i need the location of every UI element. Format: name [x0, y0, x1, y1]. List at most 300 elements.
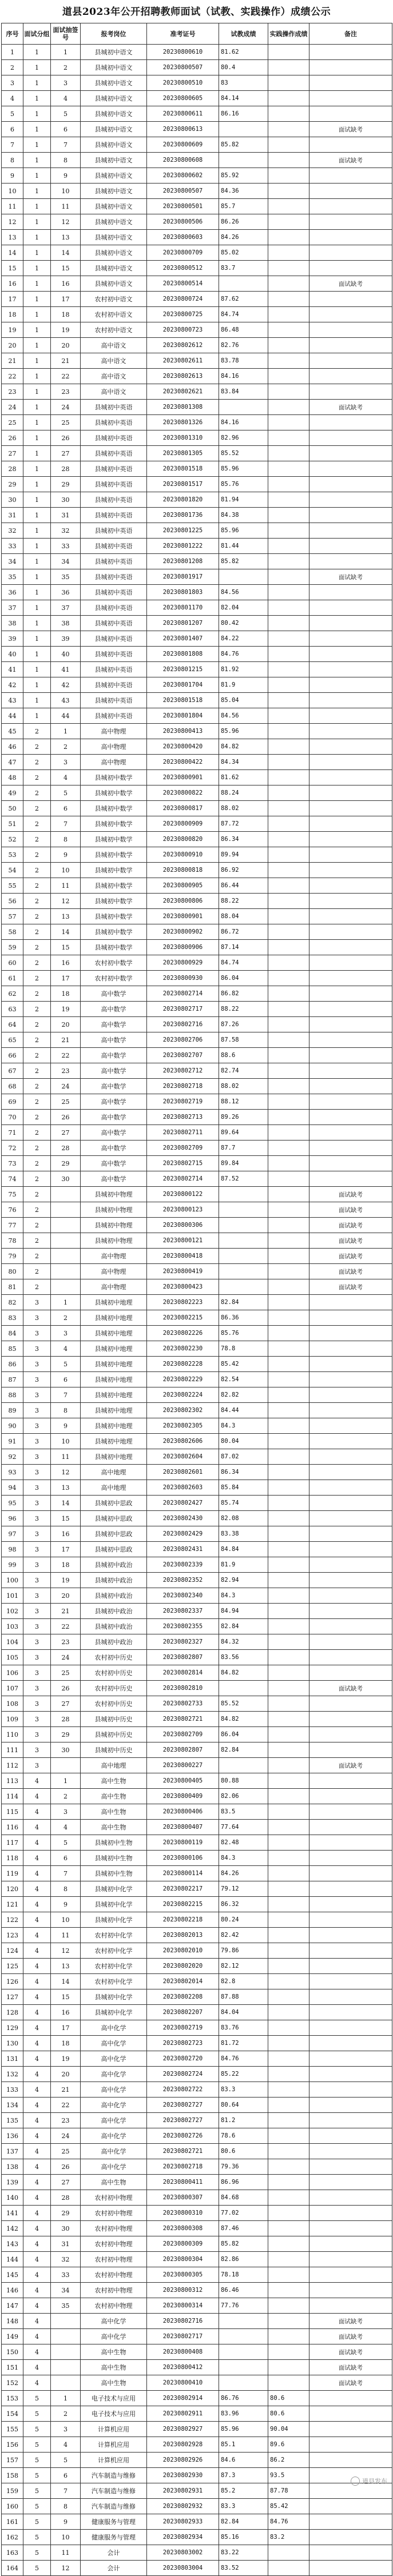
table-header-row: [2, 23, 392, 45]
cell-remark: [309, 1634, 392, 1650]
table-row: [2, 322, 392, 338]
cell-practice-score: [268, 2298, 309, 2314]
cell-ticket: 20230801310: [147, 430, 219, 446]
cell-seq: 96: [2, 1511, 23, 1526]
cell-draw: [51, 2344, 81, 2360]
cell-practice-score: [268, 2329, 309, 2344]
cell-seq: 94: [2, 1480, 23, 1496]
cell-teach-score: [219, 1681, 268, 1696]
cell-group: 5: [23, 2561, 51, 2576]
table-row: [2, 878, 392, 894]
cell-teach-score: 82.04: [219, 600, 268, 616]
cell-practice-score: [268, 2051, 309, 2067]
cell-position: 县城初中地理: [81, 1341, 147, 1357]
cell-ticket: 20230802327: [147, 1634, 219, 1650]
cell-practice-score: [268, 1634, 309, 1650]
cell-teach-score: 82.48: [219, 1835, 268, 1851]
cell-group: 1: [23, 492, 51, 508]
cell-draw: 12: [51, 1465, 81, 1480]
cell-ticket: 20230802719: [147, 1094, 219, 1110]
cell-seq: 106: [2, 1665, 23, 1681]
cell-ticket: 20230802013: [147, 1928, 219, 1943]
cell-position: 县城初中地理: [81, 1326, 147, 1341]
cell-draw: 10: [51, 863, 81, 878]
cell-position: 县城初中语文: [81, 45, 147, 60]
cell-position: 县城初中英语: [81, 508, 147, 523]
cell-teach-score: 81.62: [219, 770, 268, 785]
cell-remark: [309, 1403, 392, 1418]
table-row: [2, 1156, 392, 1171]
cell-position: 县城初中数学: [81, 878, 147, 894]
cell-draw: [51, 2375, 81, 2391]
cell-practice-score: [268, 1387, 309, 1403]
cell-practice-score: [268, 137, 309, 153]
table-row: [2, 894, 392, 909]
results-table: [1, 23, 392, 2576]
cell-group: 4: [23, 2221, 51, 2236]
table-row: [2, 2375, 392, 2391]
cell-position: 县城初中生物: [81, 1835, 147, 1851]
cell-position: 农村初中历史: [81, 1665, 147, 1681]
cell-ticket: 20230800410: [147, 2375, 219, 2391]
cell-teach-score: 77.64: [219, 1820, 268, 1835]
cell-practice-score: [268, 616, 309, 631]
cell-remark: [309, 1496, 392, 1511]
cell-group: 1: [23, 261, 51, 276]
cell-remark: 面试缺考: [309, 1264, 392, 1279]
cell-draw: 20: [51, 338, 81, 353]
cell-practice-score: [268, 2375, 309, 2391]
cell-seq: 23: [2, 384, 23, 400]
cell-teach-score: 82.82: [219, 1387, 268, 1403]
table-row: [2, 1943, 392, 1959]
cell-seq: 121: [2, 1897, 23, 1912]
table-row: [2, 2067, 392, 2082]
cell-teach-score: 84.26: [219, 1866, 268, 1881]
cell-group: 4: [23, 1989, 51, 2005]
cell-practice-score: [268, 2113, 309, 2128]
cell-ticket: 20230802726: [147, 2128, 219, 2144]
cell-position: 农村初中物理: [81, 2283, 147, 2298]
cell-draw: 12: [51, 1943, 81, 1959]
cell-practice-score: [268, 1310, 309, 1326]
cell-seq: 142: [2, 2221, 23, 2236]
cell-ticket: 20230802714: [147, 1171, 219, 1187]
cell-ticket: 20230800609: [147, 137, 219, 153]
cell-practice-score: [268, 2067, 309, 2082]
cell-practice-score: [268, 230, 309, 245]
cell-position: 县城初中英语: [81, 492, 147, 508]
cell-ticket: 20230802014: [147, 1974, 219, 1989]
cell-seq: 119: [2, 1866, 23, 1881]
cell-teach-score: 85.96: [219, 523, 268, 539]
cell-teach-score: 83.78: [219, 353, 268, 369]
cell-position: 高中数学: [81, 1094, 147, 1110]
cell-teach-score: [219, 1202, 268, 1218]
cell-draw: 6: [51, 2468, 81, 2483]
cell-remark: [309, 1326, 392, 1341]
cell-ticket: 20230802814: [147, 1665, 219, 1681]
cell-practice-score: [268, 1866, 309, 1881]
cell-draw: 27: [51, 1125, 81, 1141]
cell-group: 3: [23, 1588, 51, 1604]
cell-position: 县城初中地理: [81, 1295, 147, 1310]
cell-position: 县城初中英语: [81, 631, 147, 647]
cell-group: 1: [23, 292, 51, 307]
cell-practice-score: [268, 1526, 309, 1542]
table-row: [2, 2298, 392, 2314]
cell-draw: 14: [51, 245, 81, 261]
cell-practice-score: [268, 1773, 309, 1789]
cell-group: 1: [23, 647, 51, 662]
cell-seq: 155: [2, 2422, 23, 2437]
cell-group: 1: [23, 168, 51, 184]
cell-ticket: 20230801808: [147, 647, 219, 662]
cell-practice-score: [268, 2545, 309, 2561]
cell-ticket: 20230800408: [147, 2344, 219, 2360]
cell-draw: 34: [51, 554, 81, 569]
table-row: [2, 45, 392, 60]
cell-practice-score: [268, 1187, 309, 1202]
cell-seq: 78: [2, 1233, 23, 1249]
cell-position: 县城初中化学: [81, 1897, 147, 1912]
table-row: [2, 940, 392, 955]
cell-practice-score: [268, 955, 309, 971]
cell-group: 1: [23, 693, 51, 708]
cell-practice-score: [268, 461, 309, 477]
cell-position: 县城初中政治: [81, 1573, 147, 1588]
cell-draw: 5: [51, 106, 81, 122]
cell-draw: 1: [51, 2391, 81, 2406]
cell-remark: [309, 2499, 392, 2514]
cell-teach-score: 84.76: [219, 2051, 268, 2067]
cell-seq: 105: [2, 1650, 23, 1665]
cell-position: 县城初中物理: [81, 1218, 147, 1233]
cell-draw: 8: [51, 832, 81, 847]
table-row: [2, 2036, 392, 2051]
cell-position: 县城初中英语: [81, 539, 147, 554]
cell-group: 1: [23, 662, 51, 677]
cell-teach-score: 86.48: [219, 322, 268, 338]
cell-seq: 63: [2, 1002, 23, 1017]
cell-practice-score: [268, 909, 309, 924]
table-row: [2, 1002, 392, 1017]
cell-group: 3: [23, 1604, 51, 1619]
table-row: [2, 168, 392, 184]
cell-ticket: 20230802230: [147, 1341, 219, 1357]
cell-seq: 152: [2, 2375, 23, 2391]
cell-draw: 22: [51, 369, 81, 384]
cell-remark: [309, 1017, 392, 1032]
cell-practice-score: [268, 60, 309, 75]
cell-remark: [309, 1387, 392, 1403]
cell-ticket: 20230802715: [147, 1156, 219, 1171]
cell-ticket: 20230802020: [147, 1959, 219, 1974]
cell-remark: [309, 1357, 392, 1372]
cell-group: 4: [23, 1943, 51, 1959]
cell-remark: [309, 1079, 392, 1094]
cell-teach-score: 81.44: [219, 539, 268, 554]
cell-draw: 11: [51, 1449, 81, 1465]
cell-draw: 26: [51, 1110, 81, 1125]
cell-teach-score: 89.64: [219, 1125, 268, 1141]
table-row: [2, 1712, 392, 1727]
cell-practice-score: [268, 1758, 309, 1773]
cell-ticket: 20230802718: [147, 1079, 219, 1094]
cell-remark: [309, 168, 392, 184]
cell-draw: 20: [51, 1588, 81, 1604]
cell-practice-score: [268, 1079, 309, 1094]
cell-remark: [309, 832, 392, 847]
cell-teach-score: 81.9: [219, 1557, 268, 1573]
cell-remark: [309, 878, 392, 894]
cell-teach-score: 84.14: [219, 91, 268, 106]
cell-seq: 25: [2, 415, 23, 430]
cell-seq: 84: [2, 1326, 23, 1341]
cell-remark: [309, 1573, 392, 1588]
cell-teach-score: 86.34: [219, 1465, 268, 1480]
cell-ticket: 20230800423: [147, 1279, 219, 1295]
cell-group: 2: [23, 986, 51, 1002]
cell-group: 1: [23, 122, 51, 137]
cell-group: 1: [23, 230, 51, 245]
cell-ticket: 20230802717: [147, 1002, 219, 1017]
cell-draw: 2: [51, 2406, 81, 2422]
cell-group: 4: [23, 1789, 51, 1804]
table-row: [2, 1125, 392, 1141]
cell-teach-score: 87.02: [219, 1449, 268, 1465]
cell-position: 县城初中化学: [81, 1881, 147, 1897]
cell-teach-score: 78.18: [219, 2267, 268, 2283]
cell-teach-score: 85.16: [219, 2530, 268, 2545]
cell-draw: 19: [51, 1002, 81, 1017]
cell-ticket: 20230802305: [147, 1418, 219, 1434]
cell-remark: [309, 2422, 392, 2437]
cell-practice-score: [268, 554, 309, 569]
cell-remark: [309, 2206, 392, 2221]
cell-position: 县城初中语文: [81, 230, 147, 245]
table-row: [2, 1341, 392, 1357]
cell-teach-score: 85.2: [219, 2483, 268, 2499]
cell-remark: 面试缺考: [309, 1681, 392, 1696]
cell-seq: 101: [2, 1588, 23, 1604]
cell-remark: [309, 662, 392, 677]
cell-draw: 10: [51, 184, 81, 199]
cell-seq: 124: [2, 1943, 23, 1959]
table-row: [2, 1573, 392, 1588]
cell-draw: 5: [51, 1835, 81, 1851]
cell-group: 4: [23, 2175, 51, 2190]
table-row: [2, 1912, 392, 1928]
cell-seq: 71: [2, 1125, 23, 1141]
cell-position: 电子技术与应用: [81, 2391, 147, 2406]
cell-draw: [51, 1279, 81, 1295]
cell-ticket: 20230800905: [147, 878, 219, 894]
cell-group: 2: [23, 816, 51, 832]
cell-teach-score: 82.08: [219, 1511, 268, 1526]
cell-group: 3: [23, 1326, 51, 1341]
table-row: [2, 539, 392, 554]
cell-practice-score: [268, 2252, 309, 2267]
cell-position: 县城初中英语: [81, 400, 147, 415]
cell-ticket: 20230801736: [147, 508, 219, 523]
cell-teach-score: 84.84: [219, 1542, 268, 1557]
table-row: [2, 1372, 392, 1387]
cell-ticket: 20230802606: [147, 1434, 219, 1449]
cell-group: 3: [23, 1372, 51, 1387]
cell-position: 高中地理: [81, 1465, 147, 1480]
table-row: [2, 1264, 392, 1279]
cell-group: 4: [23, 2067, 51, 2082]
cell-remark: [309, 1434, 392, 1449]
cell-group: 3: [23, 1681, 51, 1696]
cell-ticket: 20230801326: [147, 415, 219, 430]
cell-remark: [309, 631, 392, 647]
cell-position: 计算机应用: [81, 2453, 147, 2468]
cell-seq: 57: [2, 909, 23, 924]
cell-teach-score: 85.96: [219, 2422, 268, 2437]
cell-seq: 146: [2, 2283, 23, 2298]
cell-ticket: 20230800412: [147, 2360, 219, 2375]
cell-teach-score: [219, 276, 268, 292]
cell-seq: 153: [2, 2391, 23, 2406]
cell-position: 农村初中物理: [81, 2206, 147, 2221]
cell-position: 高中化学: [81, 2113, 147, 2128]
cell-seq: 116: [2, 1820, 23, 1835]
cell-draw: 9: [51, 1897, 81, 1912]
cell-group: 3: [23, 1619, 51, 1634]
cell-remark: [309, 307, 392, 322]
cell-teach-score: 83.76: [219, 2020, 268, 2036]
cell-position: 农村初中历史: [81, 1650, 147, 1665]
cell-seq: 148: [2, 2314, 23, 2329]
cell-position: 县城初中英语: [81, 616, 147, 631]
cell-remark: [309, 523, 392, 539]
cell-group: 4: [23, 2128, 51, 2144]
cell-draw: 4: [51, 91, 81, 106]
cell-position: 县城初中数学: [81, 894, 147, 909]
cell-ticket: 20230802932: [147, 2499, 219, 2514]
cell-teach-score: 86.92: [219, 863, 268, 878]
cell-practice-score: [268, 199, 309, 214]
cell-group: 1: [23, 677, 51, 693]
cell-teach-score: 84.74: [219, 307, 268, 322]
header-ticket: 准考证号: [147, 23, 219, 45]
cell-group: 2: [23, 940, 51, 955]
cell-practice-score: [268, 1326, 309, 1341]
cell-ticket: 20230802716: [147, 2314, 219, 2329]
cell-teach-score: 80.6: [219, 2144, 268, 2159]
cell-teach-score: 77.76: [219, 2298, 268, 2314]
cell-seq: 3: [2, 75, 23, 91]
cell-seq: 160: [2, 2499, 23, 2514]
cell-ticket: 20230802355: [147, 1619, 219, 1634]
cell-practice-score: [268, 1712, 309, 1727]
table-row: [2, 924, 392, 940]
cell-remark: [309, 708, 392, 724]
cell-position: 县城初中语文: [81, 261, 147, 276]
cell-group: 3: [23, 1573, 51, 1588]
cell-seq: 60: [2, 955, 23, 971]
cell-remark: [309, 616, 392, 631]
cell-draw: 17: [51, 971, 81, 986]
cell-group: 2: [23, 1017, 51, 1032]
cell-group: 1: [23, 708, 51, 724]
cell-draw: 32: [51, 2252, 81, 2267]
cell-seq: 125: [2, 1959, 23, 1974]
cell-teach-score: 79.36: [219, 2159, 268, 2175]
cell-position: 高中物理: [81, 755, 147, 770]
cell-draw: 29: [51, 2206, 81, 2221]
table-row: [2, 616, 392, 631]
cell-group: 2: [23, 924, 51, 940]
cell-practice-score: 93.5: [268, 2468, 309, 2483]
cell-group: 3: [23, 1403, 51, 1418]
cell-practice-score: [268, 1002, 309, 1017]
cell-remark: [309, 1465, 392, 1480]
cell-teach-score: 84.38: [219, 508, 268, 523]
cell-teach-score: 82.54: [219, 1372, 268, 1387]
cell-practice-score: [268, 338, 309, 353]
cell-remark: [309, 2530, 392, 2545]
cell-group: 1: [23, 60, 51, 75]
cell-ticket: 20230802718: [147, 2159, 219, 2175]
cell-ticket: 20230802721: [147, 1712, 219, 1727]
cell-teach-score: 82.8: [219, 1974, 268, 1989]
cell-practice-score: [268, 1619, 309, 1634]
cell-draw: 28: [51, 1141, 81, 1156]
cell-ticket: 20230802621: [147, 384, 219, 400]
cell-position: 县城初中英语: [81, 523, 147, 539]
cell-ticket: 20230800501: [147, 199, 219, 214]
cell-group: 4: [23, 2005, 51, 2020]
cell-position: 县城初中地理: [81, 1418, 147, 1434]
cell-position: 县城初中英语: [81, 569, 147, 585]
cell-seq: 40: [2, 647, 23, 662]
cell-position: 县城初中物理: [81, 1233, 147, 1249]
cell-seq: 88: [2, 1387, 23, 1403]
cell-remark: [309, 1974, 392, 1989]
cell-seq: 115: [2, 1804, 23, 1820]
cell-remark: [309, 955, 392, 971]
cell-ticket: 20230802720: [147, 2051, 219, 2067]
table-row: [2, 1218, 392, 1233]
cell-seq: 13: [2, 230, 23, 245]
cell-ticket: 20230802707: [147, 1048, 219, 1063]
table-row: [2, 91, 392, 106]
cell-seq: 37: [2, 600, 23, 616]
cell-group: 2: [23, 1202, 51, 1218]
cell-seq: 48: [2, 770, 23, 785]
cell-seq: 82: [2, 1295, 23, 1310]
cell-seq: 15: [2, 261, 23, 276]
cell-teach-score: 80.42: [219, 616, 268, 631]
cell-teach-score: 83.3: [219, 2499, 268, 2514]
table-row: [2, 971, 392, 986]
table-row: [2, 477, 392, 492]
cell-group: 3: [23, 1526, 51, 1542]
cell-remark: 面试缺考: [309, 2360, 392, 2375]
cell-position: 县城初中数学: [81, 863, 147, 878]
cell-seq: 81: [2, 1279, 23, 1295]
cell-draw: 20: [51, 1017, 81, 1032]
cell-position: 县城初中语文: [81, 75, 147, 91]
cell-practice-score: [268, 1295, 309, 1310]
header-practice-score: 实践操作成绩: [268, 23, 309, 45]
cell-remark: [309, 60, 392, 75]
cell-remark: [309, 2082, 392, 2098]
cell-practice-score: [268, 1357, 309, 1372]
